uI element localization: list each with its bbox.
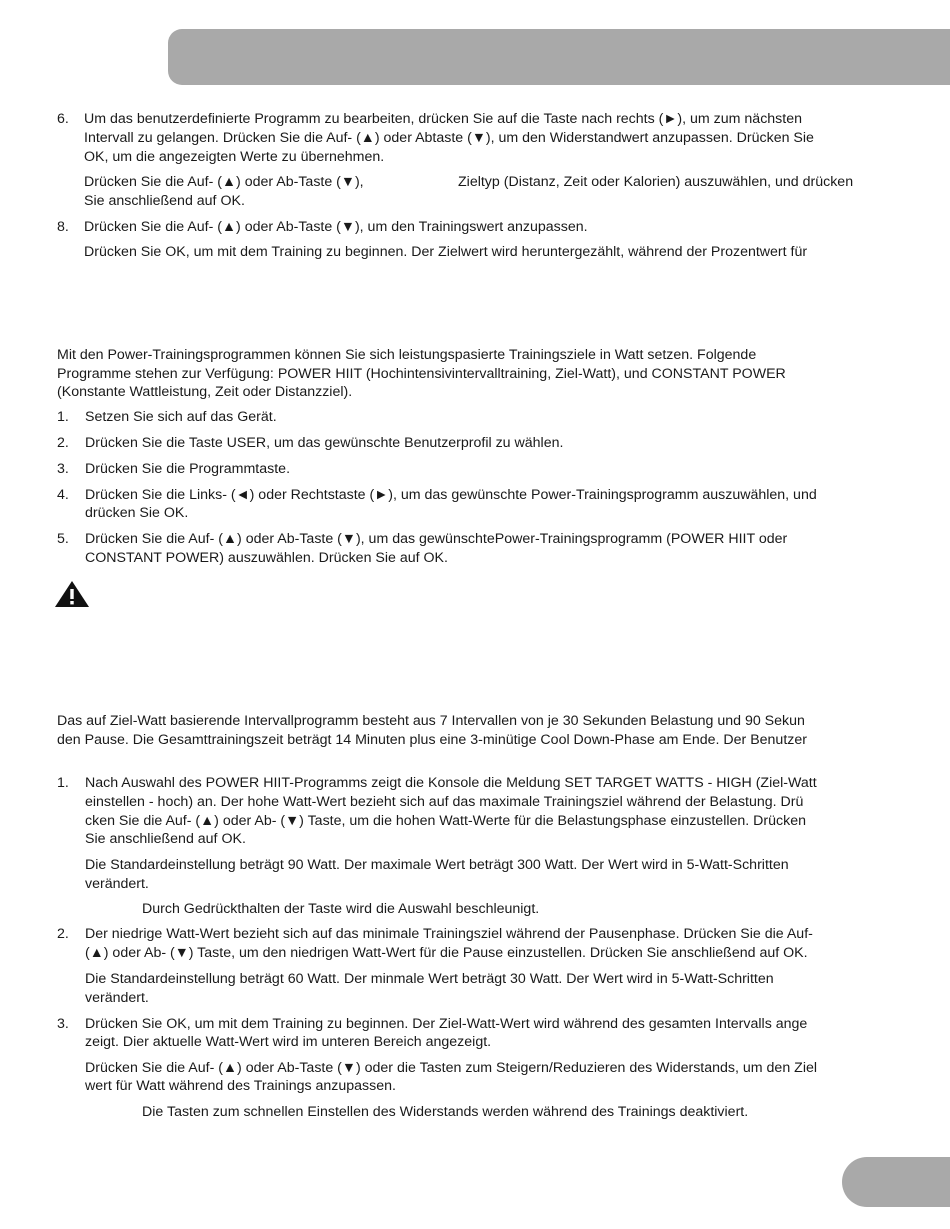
text-line: (Konstante Wattleistung, Zeit oder Distanzziel). <box>57 384 353 400</box>
text-line: Das auf Ziel-Watt basierende Intervallprogramm besteht aus 7 Intervallen von je 30 Sekunden Belastung und 90 Sekun <box>57 713 805 729</box>
warning-icon <box>54 580 90 608</box>
text-line: Setzen Sie sich auf das Gerät. <box>85 409 277 425</box>
list-number: 3. <box>57 461 69 477</box>
text-line: Zieltyp (Distanz, Zeit oder Kalorien) auszuwählen, und drücken <box>458 174 854 190</box>
list-number: 4. <box>57 487 69 503</box>
text-line: Mit den Power-Trainingsprogrammen können Sie sich leistungspasierte Trainingsziele in Watt setzen. Folgende <box>57 347 757 363</box>
list-number: 3. <box>57 1016 69 1032</box>
text-line: wert für Watt während des Trainings anzupassen. <box>85 1078 396 1094</box>
text-line: Drücken Sie die Taste USER, um das gewünschte Benutzerprofil zu wählen. <box>85 435 564 451</box>
text-line: Drücken Sie die Auf- (▲) oder Ab-Taste (▼), <box>84 174 364 190</box>
list-number: 1. <box>57 409 69 425</box>
text-line: Sie anschließend auf OK. <box>85 831 246 847</box>
list-number: 2. <box>57 435 69 451</box>
text-line: OK, um die angezeigten Werte zu übernehmen. <box>84 149 385 165</box>
text-line: Um das benutzerdefinierte Programm zu bearbeiten, drücken Sie auf die Taste nach rechts (►), um zum nächsten <box>84 111 802 127</box>
list-number: 2. <box>57 926 69 942</box>
text-line: drücken Sie OK. <box>85 505 189 521</box>
text-line: Drücken Sie die Auf- (▲) oder Ab-Taste (▼) oder die Tasten zum Steigern/Reduzieren des Widerstands, um den Ziel <box>85 1060 818 1076</box>
page-number-tab <box>842 1157 950 1207</box>
text-line: Die Standardeinstellung beträgt 60 Watt. Der minmale Wert beträgt 30 Watt. Der Wert wird in 5-Watt-Schritten <box>85 971 774 987</box>
text-line: Die Tasten zum schnellen Einstellen des Widerstands werden während des Trainings deaktiviert. <box>142 1104 749 1120</box>
text-line: CONSTANT POWER) auszuwählen. Drücken Sie auf OK. <box>85 550 448 566</box>
text-line: Drücken Sie OK, um mit dem Training zu beginnen. Der Zielwert wird heruntergezählt, während der Prozentwert für <box>84 244 808 260</box>
text-line: Drücken Sie die Programmtaste. <box>85 461 291 477</box>
list-number: 8. <box>57 219 69 235</box>
list-number: 1. <box>57 775 69 791</box>
text-line: Die Standardeinstellung beträgt 90 Watt. Der maximale Wert beträgt 300 Watt. Der Wert wird in 5-Watt-Schritten <box>85 857 789 873</box>
text-line: Intervall zu gelangen. Drücken Sie die Auf- (▲) oder Abtaste (▼), um den Widerstandwert anzupassen. Drücken Sie <box>84 130 814 146</box>
text-line: verändert. <box>85 876 149 892</box>
text-line: (▲) oder Ab- (▼) Taste, um den niedrigen Watt-Wert für die Pause einzustellen. Drücken Sie anschließend auf OK. <box>85 945 808 961</box>
text-line: einstellen - hoch) an. Der hohe Watt-Wert bezieht sich auf das maximale Trainingsziel während der Belastung. Drü <box>85 794 804 810</box>
text-line: cken Sie die Auf- (▲) oder Ab- (▼) Taste, um die hohen Watt-Werte für die Belastungsphase einzustellen. Drücken <box>85 813 806 829</box>
header-bar <box>168 29 950 85</box>
text-line: verändert. <box>85 990 149 1006</box>
text-line: Nach Auswahl des POWER HIIT-Programms zeigt die Konsole die Meldung SET TARGET WATTS - HIGH (Ziel-Watt <box>85 775 817 791</box>
text-line: Der niedrige Watt-Wert bezieht sich auf das minimale Trainingsziel während der Pausenphase. Drücken Sie die Auf- <box>85 926 813 942</box>
list-number: 6. <box>57 111 69 127</box>
text-line: Drücken Sie die Auf- (▲) oder Ab-Taste (▼), um den Trainingswert anzupassen. <box>84 219 588 235</box>
text-line: Sie anschließend auf OK. <box>84 193 245 209</box>
text-line: zeigt. Dier aktuelle Watt-Wert wird im unteren Bereich angezeigt. <box>85 1034 492 1050</box>
text-line: Programme stehen zur Verfügung: POWER HIIT (Hochintensivintervalltraining, Ziel-Watt), und CONSTANT POWER <box>57 366 786 382</box>
text-line: Drücken Sie die Links- (◄) oder Rechtstaste (►), um das gewünschte Power-Trainingsprogramm auszuwählen, und <box>85 487 817 503</box>
list-number: 5. <box>57 531 69 547</box>
text-line: den Pause. Die Gesamttrainingszeit beträgt 14 Minuten plus eine 3-minütige Cool Down-Phase am Ende. Der Benutzer <box>57 732 807 748</box>
text-line: Durch Gedrückthalten der Taste wird die Auswahl beschleunigt. <box>142 901 540 917</box>
text-line: Drücken Sie OK, um mit dem Training zu beginnen. Der Ziel-Watt-Wert wird während des gesamten Intervalls ange <box>85 1016 808 1032</box>
text-line: Drücken Sie die Auf- (▲) oder Ab-Taste (▼), um das gewünschtePower-Trainingsprogramm (POWER HIIT oder <box>85 531 788 547</box>
